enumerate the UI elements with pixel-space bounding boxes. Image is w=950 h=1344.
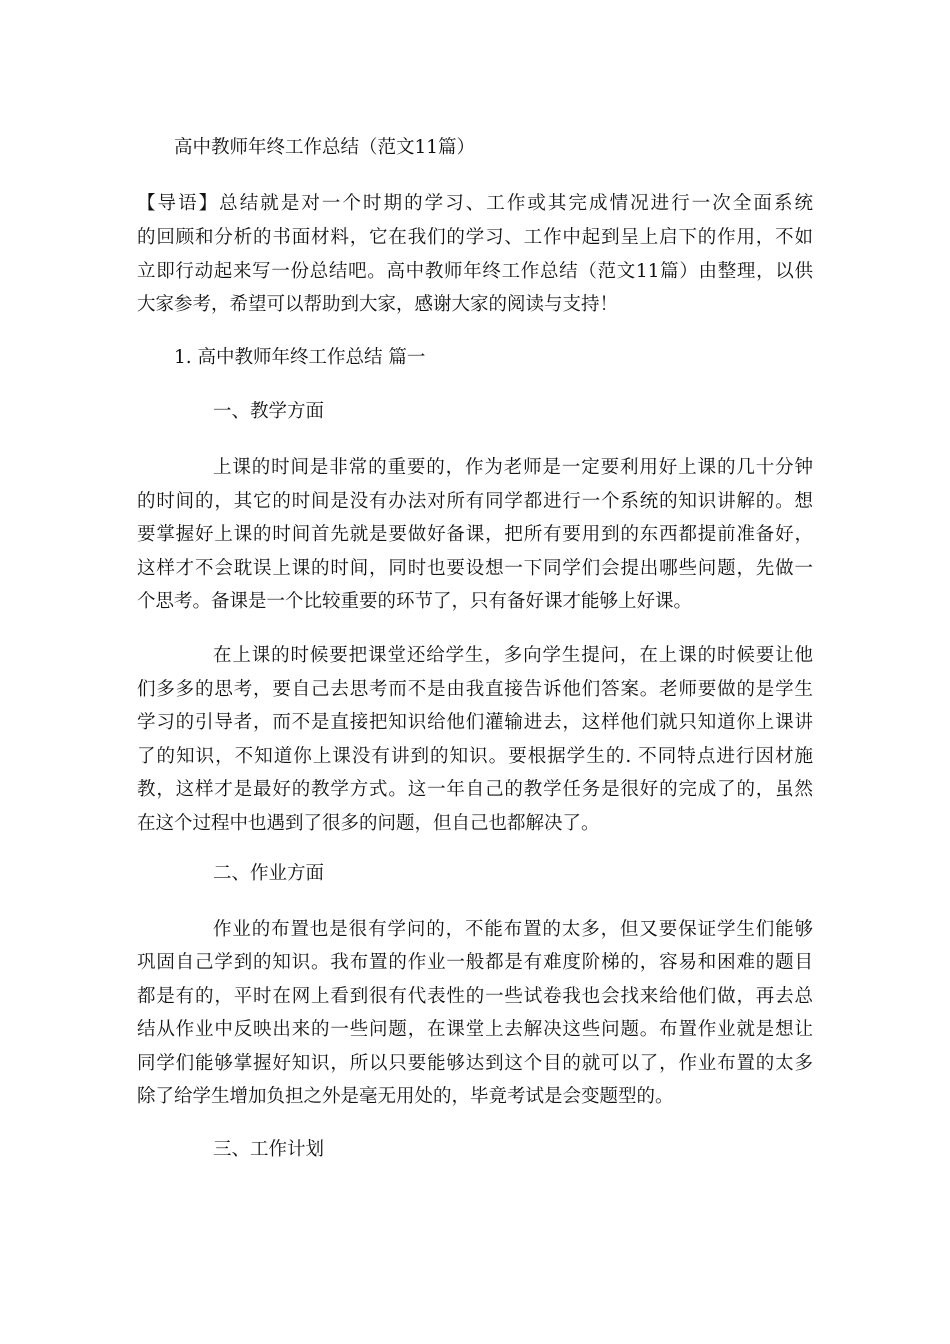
section-heading-work-plan: 三、工作计划 bbox=[213, 1139, 325, 1160]
article-heading: 1. 高中教师年终工作总结 篇一 bbox=[174, 347, 426, 368]
section-heading-teaching: 一、教学方面 bbox=[213, 401, 325, 422]
intro-line: 大家参考，希望可以帮助到大家，感谢大家的阅读与支持！ bbox=[137, 294, 619, 315]
paragraph-line: 作业的布置也是很有学问的，不能布置的太多，但又要保证学生们能够 bbox=[213, 919, 813, 940]
section-heading-homework: 二、作业方面 bbox=[213, 863, 325, 884]
paragraph-line: 们多多的思考，要自己去思考而不是由我直接告诉他们答案。老师要做的是学生 bbox=[137, 679, 813, 700]
paragraph-line: 教，这样才是最好的教学方式。这一年自己的教学任务是很好的完成了的，虽然 bbox=[137, 779, 813, 800]
paragraph-line: 都是有的，平时在网上看到很有代表性的一些试卷我也会找来给他们做，再去总 bbox=[137, 986, 813, 1007]
paragraph-line: 个思考。备课是一个比较重要的环节了，只有备好课才能够上好课。 bbox=[137, 591, 693, 612]
paragraph-line: 这样才不会耽误上课的时间，同时也要设想一下同学们会提出哪些问题，先做一 bbox=[137, 558, 813, 579]
intro-line: 【导语】总结就是对一个时期的学习、工作或其完成情况进行一次全面系统 bbox=[137, 193, 813, 214]
paragraph-line: 的时间的，其它的时间是没有办法对所有同学都进行一个系统的知识讲解的。想 bbox=[137, 491, 813, 512]
paragraph-line: 了的知识，不知道你上课没有讲到的知识。要根据学生的. 不同特点进行因材施 bbox=[137, 746, 813, 767]
paragraph-line: 巩固自己学到的知识。我布置的作业一般都是有难度阶梯的，容易和困难的题目 bbox=[137, 952, 813, 973]
intro-line: 的回顾和分析的书面材料，它在我们的学习、工作中起到呈上启下的作用，不如 bbox=[137, 227, 813, 248]
document-title: 高中教师年终工作总结（范文11篇） bbox=[174, 137, 476, 158]
paragraph-line: 在这个过程中也遇到了很多的问题，但自己也都解决了。 bbox=[137, 813, 600, 834]
paragraph-line: 同学们能够掌握好知识，所以只要能够达到这个目的就可以了，作业布置的太多 bbox=[137, 1053, 813, 1074]
intro-line: 立即行动起来写一份总结吧。高中教师年终工作总结（范文11篇）由整理，以供 bbox=[137, 261, 813, 282]
paragraph-line: 要掌握好上课的时间首先就是要做好备课，把所有要用到的东西都提前准备好， bbox=[137, 524, 813, 545]
paragraph-line: 结从作业中反映出来的一些问题，在课堂上去解决这些问题。布置作业就是想让 bbox=[137, 1019, 813, 1040]
paragraph-line: 在上课的时候要把课堂还给学生，多向学生提问，在上课的时候要让他 bbox=[213, 645, 813, 666]
paragraph-line: 学习的引导者，而不是直接把知识给他们灌输进去，这样他们就只知道你上课讲 bbox=[137, 712, 813, 733]
paragraph-line: 上课的时间是非常的重要的，作为老师是一定要利用好上课的几十分钟 bbox=[213, 457, 813, 478]
paragraph-line: 除了给学生增加负担之外是毫无用处的，毕竟考试是会变题型的。 bbox=[137, 1086, 674, 1107]
